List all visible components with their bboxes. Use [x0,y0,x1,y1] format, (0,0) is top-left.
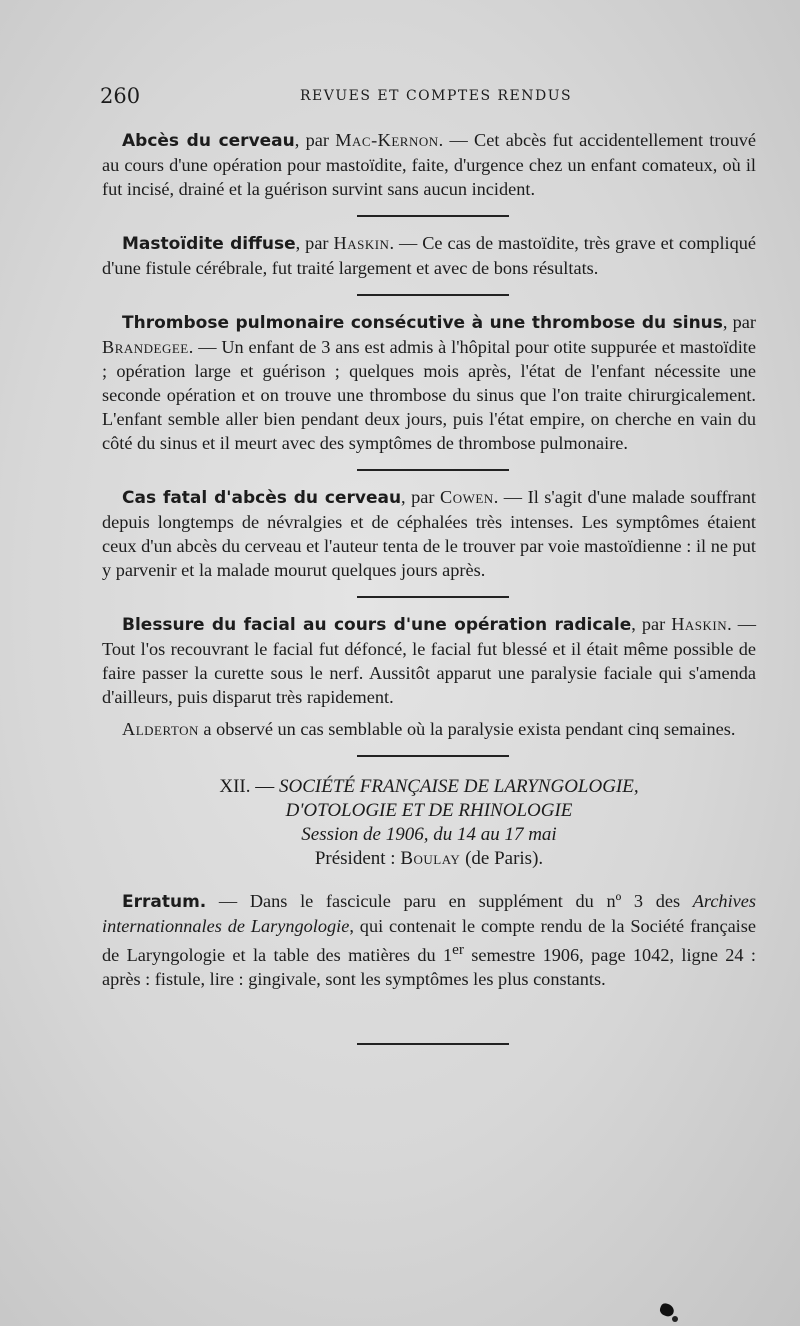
entry-title: Abcès du cerveau [122,131,295,151]
erratum-title: Erratum. [122,892,207,912]
entry-abces-cerveau: Abcès du cerveau, par Mac-Kernon. — Cet abcès fut accidentellement trouvé au cours d'une opération pour mastoïdite, faite, d'urgence chez un enfant comateux, où il fut incisé, drainé et la guérison survint sans aucun incident. [102,130,757,199]
entry-author: Haskin [333,233,390,253]
entry-title: Thrombose pulmonaire consécutive à une thrombose du sinus [122,313,723,333]
section-title-line2: D'OTOLOGIE ET DE RHINOLOGIE [285,800,573,821]
entry-author: Haskin [671,614,728,634]
separator-rule [357,294,509,296]
separator-rule [357,755,509,757]
separator-rule [357,469,509,471]
entry-author: Alderton [122,719,199,739]
entry-text: . — Un enfant de 3 ans est admis à l'hôpital pour otite suppurée et mastoïdite ; opération large et guérison ; quelques mois après, l'état de l'enfant nécessite une seconde opération et on trouve une thrombose du sinus que l'on traite chirurgicalement. L'enfant semble aller bien pendant deux jours, puis l'état empire, on cherche en vain du côté du sinus et il meurt avec des symptômes de thrombose pulmonaire. [102,337,756,453]
page-header [100,84,760,114]
entry-author: Brandegee [102,337,189,357]
entry-text: . — Cet abcès fut accidentellement trouvé au cours d'une opération pour mastoïdite, faite, d'urgence chez un enfant comateux, où il fut incisé, drainé et la guérison survint sans aucun incident. [102,130,757,199]
entry-text: a observé un cas semblable où la paralysie exista pendant cinq semaines. [198,719,736,739]
page-number: 260 [100,84,141,108]
ink-blot [672,1316,678,1322]
entry-author: Mac-Kernon [335,130,439,150]
entry-author: Cowen [440,487,494,507]
page-body [102,128,756,1059]
entry-text: . — Tout l'os recouvrant le facial fut défoncé, le facial fut blessé et il était même possible de faire passer la curette sous le nerf. Aussitôt apparut une paralysie faciale qui s'amenda d'ailleurs, puis disparut très rapidement. [102,614,757,707]
section-number: XII. — [219,776,280,797]
section-title-line1: SOCIÉTÉ FRANÇAISE DE LARYNGOLOGIE, [279,776,639,797]
section-heading [102,775,756,871]
entry-title: Cas fatal d'abcès du cerveau [122,488,402,508]
section-president: Président : Boulay (de Paris). [314,848,544,869]
entry-thrombose-pulmonaire: Thrombose pulmonaire consécutive à une thrombose du sinus, par Brandegee. — Un enfant de 3 ans est admis à l'hôpital pour otite suppurée et mastoïdite ; opération large et guérison ; quelques mois après, l'état de l'enfant nécessite une seconde opération et on trouve une thrombose du sinus que l'on traite chirurgicalement. L'enfant semble aller bien pendant deux jours, puis l'état empire, on cherche en vain du côté du sinus et il meurt avec des symptômes de thrombose pulmonaire. [102,312,757,453]
section-session: Session de 1906, du 14 au 17 mai [301,824,557,845]
entry-mastoidite-diffuse: Mastoïdite diffuse, par Haskin. — Ce cas de mastoïdite, très grave et compliqué d'une fistule cérébrale, fut traité largement et avec de bons résultats. [102,233,756,278]
entry-blessure-facial: Blessure du facial au cours d'une opération radicale, par Haskin. — Tout l'os recouvrant le facial fut défoncé, le facial fut blessé et il était même possible de faire passer la curette sous le nerf. Aussitôt apparut une paralysie faciale qui s'amenda d'ailleurs, puis disparut très rapidement. [102,614,757,707]
entry-text: . — Il s'agit d'une malade souffrant depuis longtemps de névralgies et de céphalées très intenses. Les symptômes étaient ceux d'un abcès du cerveau et l'auteur tenta de le trouver par voie mastoïdienne : il ne put y parvenir et la malade mourut quelques jours après. [102,487,756,580]
separator-rule [357,596,509,598]
entry-text: . — Ce cas de mastoïdite, très grave et compliqué d'une fistule cérébrale, fut traité largement et avec de bons résultats. [102,233,756,278]
separator-rule [357,1043,509,1045]
separator-rule [357,215,509,217]
alderton-note [102,717,756,741]
entry-title: Mastoïdite diffuse [122,234,296,254]
erratum: Erratum. — Dans le fascicule paru en supplément du nº 3 des Archives internationnales de Laryngologie, qui contenait le compte rendu de la Société française de Laryngologie et la table des matières du 1er semestre 1906, page 1042, ligne 24 : après : fistule, lire : gingivale, sont les symptômes les plus constants. [102,891,756,990]
running-title: REVUES ET COMPTES RENDUS [300,88,573,104]
entry-title: Blessure du facial au cours d'une opération radicale [122,615,632,635]
journal-title: Archives internationnales de Laryngologie [102,891,756,936]
entry-cas-fatal: Cas fatal d'abcès du cerveau, par Cowen. — Il s'agit d'une malade souffrant depuis longtemps de névralgies et de céphalées très intenses. Les symptômes étaient ceux d'un abcès du cerveau et l'auteur tenta de le trouver par voie mastoïdienne : il ne put y parvenir et la malade mourut quelques jours après. [102,487,756,580]
